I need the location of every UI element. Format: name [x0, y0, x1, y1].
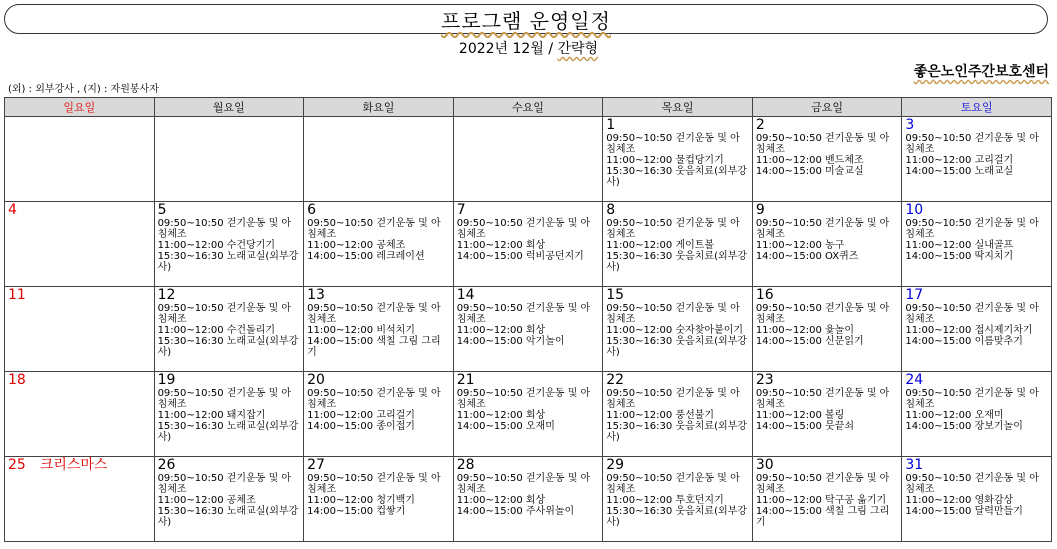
schedule-entry: 09:50~10:50 걷기운동 및 아침체조	[157, 218, 292, 240]
calendar-day-cell	[453, 202, 603, 287]
day-number	[606, 373, 749, 388]
day-number	[8, 288, 151, 303]
schedule-entry: 11:00~12:00 공체조	[157, 495, 256, 506]
calendar-day-cell	[154, 202, 304, 287]
schedule-entry: 15:30~16:30 노래교실(외부강사)	[157, 506, 299, 528]
calendar-day-cell	[752, 287, 902, 372]
schedule-entry: 14:00~15:00 종이접기	[307, 421, 415, 432]
calendar-day-cell	[902, 117, 1052, 202]
schedule-entry: 11:00~12:00 풍선불기	[606, 410, 715, 421]
day-number	[158, 373, 301, 388]
schedule-entry: 11:00~12:00 볼링	[755, 410, 845, 421]
schedule-entry: 09:50~10:50 걷기운동 및 아침체조	[755, 303, 890, 325]
day-number	[307, 373, 450, 388]
schedule-entry: 11:00~12:00 투호던지기	[606, 495, 724, 506]
schedule-entry: 09:50~10:50 걷기운동 및 아침체조	[456, 303, 591, 325]
day-number	[307, 203, 450, 218]
schedule-entry: 14:00~15:00 신문읽기	[755, 336, 864, 347]
schedule-entry: 11:00~12:00 회상	[456, 495, 546, 506]
calendar-day-cell	[304, 202, 454, 287]
day-number-text: 17	[905, 287, 924, 303]
day-number	[307, 458, 450, 473]
calendar-day-cell	[752, 372, 902, 457]
day-number	[457, 288, 600, 303]
day-number	[905, 288, 1048, 303]
calendar-day-cell	[453, 372, 603, 457]
calendar-day-cell	[902, 202, 1052, 287]
day-number-text: 16	[755, 287, 774, 303]
subtitle-period: 2022년 12월 /	[458, 41, 558, 57]
schedule-entry: 14:00~15:00 미술교실	[755, 166, 864, 177]
subtitle	[0, 38, 1057, 58]
day-number-text: 22	[606, 372, 625, 388]
day-number	[158, 203, 301, 218]
schedule-entry: 11:00~12:00 공체조	[307, 240, 406, 251]
day-number-text: 30	[755, 457, 774, 473]
day-number-text: 18	[8, 372, 26, 388]
calendar-day-cell	[902, 372, 1052, 457]
day-number-text: 3	[905, 117, 915, 133]
day-number-text: 29	[606, 457, 625, 473]
schedule-entry: 14:00~15:00 오재미	[456, 421, 555, 432]
day-number	[606, 118, 749, 133]
day-number-text: 26	[157, 457, 176, 473]
schedule-entry: 11:00~12:00 수건당기기	[157, 240, 276, 251]
day-number-text: 10	[905, 202, 924, 218]
schedule-entry: 11:00~12:00 비석치기	[307, 325, 415, 336]
day-number-text: 27	[307, 457, 325, 473]
day-number	[457, 203, 600, 218]
day-number	[606, 288, 749, 303]
schedule-entry: 15:30~16:30 웃음치료(외부강사)	[606, 166, 747, 188]
schedule-entry: 09:50~10:50 걷기운동 및 아침체조	[456, 473, 591, 495]
schedule-entry: 11:00~12:00 고리걸기	[905, 155, 1014, 166]
schedule-entry: 11:00~12:00 오재미	[905, 410, 1004, 421]
schedule-entry: 11:00~12:00 탁구공 옮기기	[755, 495, 887, 506]
calendar-table	[4, 97, 1052, 542]
schedule-entry: 14:00~15:00 악기놀이	[456, 336, 565, 347]
subtitle-type: 간략형	[557, 41, 599, 57]
day-number	[606, 203, 749, 218]
calendar-day-cell	[453, 457, 603, 542]
schedule-entry: 14:00~15:00 색칠 그림 그리기	[307, 336, 441, 358]
calendar-day-cell	[603, 372, 753, 457]
schedule-entry: 11:00~12:00 회상	[456, 410, 546, 421]
weekday-sunday: 일요일	[5, 98, 155, 117]
schedule-entry: 09:50~10:50 걷기운동 및 아침체조	[755, 218, 890, 240]
title-box	[4, 4, 1048, 34]
schedule-entry: 11:00~12:00 윷놀이	[755, 325, 854, 336]
schedule-entry: 09:50~10:50 걷기운동 및 아침체조	[755, 473, 890, 495]
day-number-text: 15	[606, 287, 625, 303]
schedule-entry: 11:00~12:00 접시제기차기	[905, 325, 1033, 336]
schedule-entry: 15:30~16:30 웃음치료(외부강사)	[606, 251, 747, 273]
day-number	[457, 373, 600, 388]
schedule-entry: 14:00~15:00 주사위놀이	[456, 506, 575, 517]
schedule-entry: 15:30~16:30 웃음치료(외부강사)	[606, 336, 747, 358]
schedule-entry: 14:00~15:00 레크레이션	[307, 251, 425, 262]
calendar-day-cell	[5, 287, 155, 372]
schedule-entry: 09:50~10:50 걷기운동 및 아침체조	[606, 133, 740, 155]
schedule-entry: 15:30~16:30 노래교실(외부강사)	[157, 336, 299, 358]
schedule-entry: 09:50~10:50 걷기운동 및 아침체조	[905, 388, 1039, 410]
schedule-entry: 09:50~10:50 걷기운동 및 아침체조	[456, 388, 591, 410]
schedule-entry: 11:00~12:00 회상	[456, 325, 546, 336]
day-number-text: 4	[8, 202, 17, 218]
schedule-entry: 11:00~12:00 숫자찾아붙이기	[606, 325, 744, 336]
schedule-entry: 09:50~10:50 걷기운동 및 아침체조	[606, 473, 740, 495]
schedule-entry: 09:50~10:50 걷기운동 및 아침체조	[755, 133, 890, 155]
calendar-day-cell	[603, 287, 753, 372]
schedule-entry: 09:50~10:50 걷기운동 및 아침체조	[456, 218, 591, 240]
day-number	[8, 203, 151, 218]
schedule-entry: 14:00~15:00 럭비공던지기	[456, 251, 584, 262]
weekday-header-row	[5, 98, 1052, 117]
calendar-body	[5, 117, 1052, 542]
day-number	[905, 118, 1048, 133]
calendar-week-row	[5, 457, 1052, 542]
day-number	[8, 373, 151, 388]
calendar-day-cell	[902, 457, 1052, 542]
schedule-entry: 11:00~12:00 농구	[755, 240, 845, 251]
day-number	[606, 458, 749, 473]
schedule-entry: 09:50~10:50 걷기운동 및 아침체조	[755, 388, 890, 410]
weekday-thursday: 목요일	[603, 98, 753, 117]
schedule-entry: 15:30~16:30 노래교실(외부강사)	[157, 251, 299, 273]
legend: (외) : 외부강사 , (지) : 자원봉사자	[8, 84, 159, 95]
day-number	[457, 458, 600, 473]
calendar-day-cell	[304, 457, 454, 542]
calendar-week-row	[5, 202, 1052, 287]
weekday-saturday: 토요일	[902, 98, 1052, 117]
schedule-entry: 11:00~12:00 청기백기	[307, 495, 415, 506]
day-number-text: 2	[755, 117, 765, 133]
schedule-entry: 15:30~16:30 웃음치료(외부강사)	[606, 506, 747, 528]
schedule-entry: 09:50~10:50 걷기운동 및 아침체조	[157, 473, 292, 495]
schedule-entry: 14:00~15:00 색칠 그림 그리기	[755, 506, 890, 528]
weekday-monday: 월요일	[154, 98, 304, 117]
schedule-entry: 14:00~15:00 뭇끝쇠	[755, 421, 854, 432]
weekday-wednesday: 수요일	[453, 98, 603, 117]
day-number	[307, 288, 450, 303]
calendar-day-cell	[752, 457, 902, 542]
day-number-text: 31	[905, 457, 924, 473]
day-number-text: 8	[606, 202, 616, 218]
calendar-day-cell	[603, 117, 753, 202]
calendar-day-cell	[154, 287, 304, 372]
schedule-entry: 09:50~10:50 걷기운동 및 아침체조	[905, 303, 1039, 325]
day-number	[905, 203, 1048, 218]
schedule-entry: 09:50~10:50 걷기운동 및 아침체조	[157, 303, 292, 325]
day-number-text: 7	[456, 202, 466, 218]
day-number-text: 14	[456, 287, 475, 303]
day-number	[158, 458, 301, 473]
schedule-entry: 14:00~15:00 컵쌓기	[307, 506, 406, 517]
schedule-entry: 11:00~12:00 영화감상	[905, 495, 1014, 506]
day-number-text: 13	[307, 287, 325, 303]
calendar-day-cell	[5, 202, 155, 287]
day-number-text: 6	[307, 202, 317, 218]
center-name: 좋은노인주간보호센터	[913, 64, 1049, 80]
day-number	[756, 203, 899, 218]
day-number	[756, 118, 899, 133]
day-number-text: 24	[905, 372, 924, 388]
schedule-entry: 11:00~12:00 수건돌리기	[157, 325, 276, 336]
schedule-entry: 11:00~12:00 회상	[456, 240, 546, 251]
schedule-entry: 15:30~16:30 웃음치료(외부강사)	[606, 421, 747, 443]
calendar-day-cell	[752, 117, 902, 202]
calendar-day-cell	[603, 202, 753, 287]
schedule-entry: 11:00~12:00 고리걸기	[307, 410, 415, 421]
day-number-text: 20	[307, 372, 325, 388]
day-number-text: 23	[755, 372, 774, 388]
day-number-text: 28	[456, 457, 475, 473]
schedule-entry: 09:50~10:50 걷기운동 및 아침체조	[905, 218, 1039, 240]
calendar-day-cell	[453, 117, 603, 202]
day-number	[756, 458, 899, 473]
schedule-entry: 09:50~10:50 걷기운동 및 아침체조	[606, 218, 740, 240]
calendar-week-row	[5, 372, 1052, 457]
weekday-tuesday: 화요일	[304, 98, 454, 117]
calendar-day-cell	[304, 117, 454, 202]
schedule-entry: 11:00~12:00 실내골프	[905, 240, 1014, 251]
calendar-day-cell	[5, 457, 155, 542]
schedule-entry: 09:50~10:50 걷기운동 및 아침체조	[307, 388, 441, 410]
schedule-entry: 11:00~12:00 밴드체조	[755, 155, 864, 166]
schedule-entry: 14:00~15:00 노래교실	[905, 166, 1014, 177]
schedule-entry: 09:50~10:50 걷기운동 및 아침체조	[157, 388, 292, 410]
schedule-entry: 09:50~10:50 걷기운동 및 아침체조	[905, 133, 1039, 155]
schedule-entry: 11:00~12:00 물컵당기기	[606, 155, 724, 166]
page-title: 프로그램 운영일정	[441, 8, 611, 33]
calendar-day-cell	[5, 117, 155, 202]
day-number-text: 1	[606, 117, 616, 133]
calendar-week-row	[5, 287, 1052, 372]
day-number	[905, 373, 1048, 388]
holiday-label: 크리스마스	[39, 457, 108, 473]
schedule-entry: 09:50~10:50 걷기운동 및 아침체조	[307, 473, 441, 495]
day-number-text: 12	[157, 287, 176, 303]
schedule-entry: 09:50~10:50 걷기운동 및 아침체조	[307, 303, 441, 325]
day-number-text: 5	[157, 202, 167, 218]
day-number-text: 25	[8, 457, 26, 473]
calendar-day-cell	[304, 372, 454, 457]
calendar-day-cell	[154, 457, 304, 542]
schedule-entry: 14:00~15:00 달력만들기	[905, 506, 1023, 517]
day-number-text: 19	[157, 372, 176, 388]
schedule-entry: 14:00~15:00 장보기놀이	[905, 421, 1023, 432]
schedule-entry: 09:50~10:50 걷기운동 및 아침체조	[307, 218, 441, 240]
calendar-week-row	[5, 117, 1052, 202]
calendar-day-cell	[902, 287, 1052, 372]
schedule-entry: 09:50~10:50 걷기운동 및 아침체조	[606, 388, 740, 410]
schedule-entry: 15:30~16:30 노래교실(외부강사)	[157, 421, 299, 443]
schedule-entry: 11:00~12:00 돼지잡기	[157, 410, 266, 421]
schedule-entry: 09:50~10:50 걷기운동 및 아침체조	[606, 303, 740, 325]
day-number	[8, 458, 151, 473]
calendar-day-cell	[154, 372, 304, 457]
day-number-text: 21	[456, 372, 475, 388]
weekday-friday: 금요일	[752, 98, 902, 117]
day-number	[158, 288, 301, 303]
calendar-day-cell	[304, 287, 454, 372]
day-number	[756, 288, 899, 303]
schedule-entry: 14:00~15:00 딱지치기	[905, 251, 1014, 262]
schedule-entry: 09:50~10:50 걷기운동 및 아침체조	[905, 473, 1039, 495]
day-number	[905, 458, 1048, 473]
calendar-day-cell	[752, 202, 902, 287]
schedule-entry: 11:00~12:00 게이트볼	[606, 240, 715, 251]
day-number-text: 11	[8, 287, 26, 303]
day-number	[756, 373, 899, 388]
calendar-day-cell	[154, 117, 304, 202]
calendar-day-cell	[453, 287, 603, 372]
schedule-entry: 14:00~15:00 OX퀴즈	[755, 251, 859, 262]
calendar-day-cell	[603, 457, 753, 542]
calendar-day-cell	[5, 372, 155, 457]
schedule-entry: 14:00~15:00 이름맞추기	[905, 336, 1023, 347]
day-number-text: 9	[755, 202, 765, 218]
